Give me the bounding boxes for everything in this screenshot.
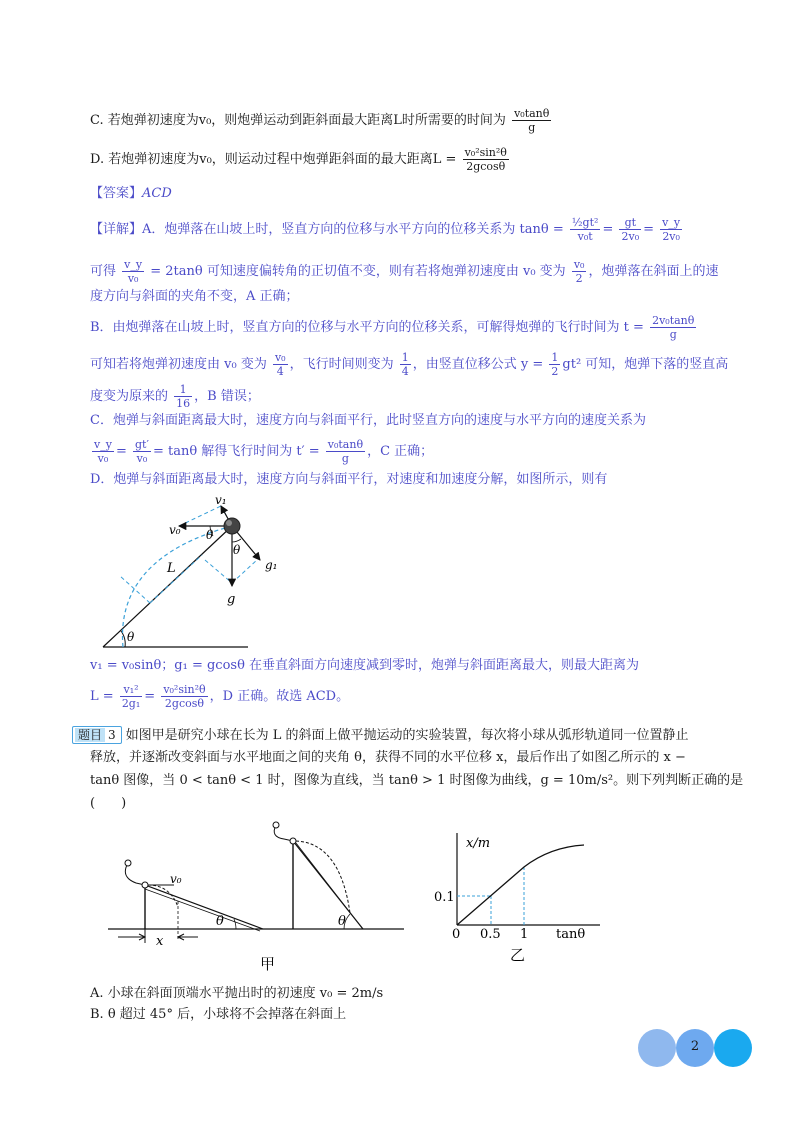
fig2-caption: 甲 <box>260 955 276 973</box>
option-c <box>90 107 553 134</box>
detail-d-line1: D．炮弹与斜面距离最大时，速度方向与斜面平行，对速度和加速度分解，如图所示，则有 <box>90 472 608 487</box>
q3-line2: 释放，并逐渐改变斜面与水平地面之间的夹角 θ，获得不同的水平位移 x，最后作出了如图乙所示的 x − <box>90 750 686 765</box>
detail-d-line2: v₁ = v₀sinθ；g₁ = gcosθ 在垂直斜面方向速度减到零时，炮弹与斜面距离最大，则最大距离为 <box>90 658 640 673</box>
detail-b-line1: B．由炮弹落在山坡上时，竖直方向的位移与水平方向的位移关系，可解得炮弹的飞行时间为 t = $\frac{\text{2v₀tanθ}}{g}$ <box>90 314 695 341</box>
q3-line3: tanθ 图像，当 0 < tanθ < 1 时，图像为直线，当 tanθ > 1 时图像为曲线，g = 10m/s²。则下列判断正确的是 <box>90 773 744 788</box>
answer-line <box>90 185 172 203</box>
label-g: g <box>227 592 236 607</box>
page-circle-left <box>638 1029 676 1067</box>
chart-x-tick-1: 0.5 <box>480 927 501 942</box>
answer-value: ACD <box>142 186 172 201</box>
option-c-fraction: $\frac{\text{v₀tanθ}}{g}$ <box>514 107 550 134</box>
label-theta-mid: θ <box>233 543 241 557</box>
detail-c-line2: $\frac{v\_y}{\text{v₀}}$ = $\frac{gt'}{\text{v₀}}$ = tanθ 解得飞行时间为 t′ = $\frac{\text{v₀tanθ}}{g}$ ，C 正确； <box>94 438 434 465</box>
chart-curve <box>457 845 584 925</box>
detail-c-line1: C．炮弹与斜面距离最大时，速度方向与斜面平行，此时竖直方向的速度与水平方向的速度关系为 <box>90 413 646 428</box>
detail-d-line3: L = $\frac{\text{v₁²}}{\text{2g₁}}$ = $\frac{\text{v₀²sin²θ}}{2gcos\theta}$ ，D 正确。故选 ACD。 <box>90 683 350 710</box>
label-g1: g₁ <box>265 558 278 572</box>
label-theta-base: θ <box>127 630 135 644</box>
fig2-label-theta2: θ <box>338 914 346 929</box>
label-v1: v₁ <box>215 493 227 507</box>
q3-option-a: A. 小球在斜面顶端水平抛出时的初速度 v₀ = 2m/s <box>90 986 384 1001</box>
page-circle-right <box>714 1029 752 1067</box>
fig2-label-v0: v₀ <box>170 872 182 886</box>
decomposition-figure <box>95 488 295 653</box>
chart-x-label: tanθ <box>556 927 586 942</box>
q3-line4: ( ) <box>90 796 127 811</box>
label-v0: v₀ <box>169 523 181 537</box>
chart-caption: 乙 <box>510 946 526 964</box>
question-tag: 题目 3 <box>72 726 122 744</box>
trajectory-curve <box>122 526 232 647</box>
page-number: 2 <box>690 1039 700 1054</box>
option-d <box>90 146 511 173</box>
incline-1 <box>145 885 263 929</box>
detail-a-line3: 度方向与斜面的夹角不变，A 正确； <box>90 289 299 304</box>
detail-a-line1: 【详解】A．炮弹落在山坡上时，竖直方向的位移与水平方向的位移关系为 tanθ = $\frac{\text{½gt²}}{\text{v₀t}}$ = $\frac{gt}{\text{2v₀}}$ = $\frac{v\_y}{\text{2v₀}}$ <box>90 216 681 243</box>
apparatus-figure <box>108 817 408 977</box>
chart-x-tick-2: 1 <box>520 927 529 942</box>
chart-y-tick: 0.1 <box>434 890 455 905</box>
detail-b-line2: 可知若将炮弹初速度由 v₀ 变为 $\frac{\text{v₀}}{4}$ ，飞行时间则变为 $\frac{1}{4}$ ，由竖直位移公式 y = $\frac{1}{2}$ gt² 可知，炮弹下落的竖直高 <box>90 351 729 378</box>
label-theta-top: θ <box>206 528 214 542</box>
answer-tag: 【答案】 <box>90 186 143 201</box>
label-L: L <box>167 561 176 576</box>
projectile-ball <box>224 518 240 534</box>
q3-line1: 题目 3 如图甲是研究小球在长为 L 的斜面上做平抛运动的实验装置，每次将小球从弧形轨道同一位置静止 <box>72 726 689 745</box>
detail-b-line3: 度变为原来的 $\frac{1}{16}$ ，B 错误； <box>90 383 260 410</box>
q3-option-b: B. θ 超过 45° 后，小球将不会掉落在斜面上 <box>90 1007 347 1022</box>
fig2-label-theta1: θ <box>216 914 224 929</box>
option-d-text: D. 若炮弹初速度为v₀，则运动过程中炮弹距斜面的最大距离L = <box>90 152 457 167</box>
option-c-text: C. 若炮弹初速度为v₀，则炮弹运动到距斜面最大距离L时所需要的时间为 <box>90 113 506 128</box>
x-tan-chart <box>430 825 615 965</box>
chart-y-label: x/m <box>466 836 491 851</box>
option-d-fraction: $\frac{\text{v₀²sin²θ}}{2gcos\theta}$ <box>464 146 507 173</box>
chart-x-tick-0: 0 <box>452 927 461 942</box>
fig2-label-x: x <box>156 934 164 949</box>
detail-a-line2: 可得 $\frac{v\_y}{\text{v₀}}$ = 2tanθ 可知速度偏转角的正切值不变，则有若将炮弹初速度由 v₀ 变为 $\frac{\text{v₀}}{2}$ ，炮弹落在斜面上的速 <box>90 258 719 285</box>
detail-tag: 【详解】 <box>90 222 143 237</box>
